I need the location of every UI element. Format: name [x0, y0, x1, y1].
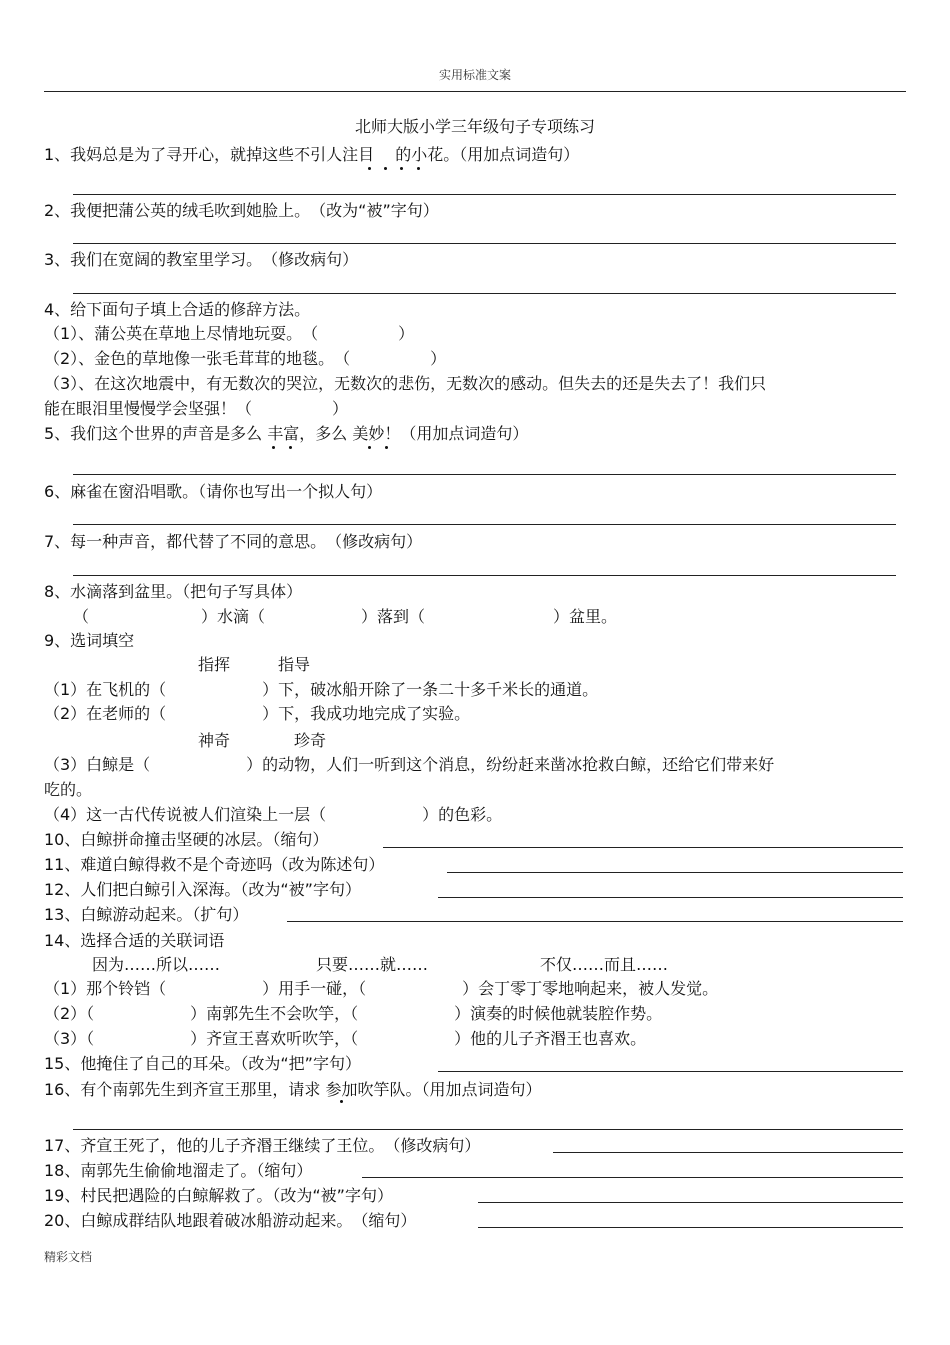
question-14-3: （3）（ ）齐宣王喜欢听吹竽，（ ）他的儿子齐湣王也喜欢。 — [44, 1029, 647, 1048]
question-9-2: （2）在老师的（ ）下，我成功地完成了实验。 — [44, 704, 471, 723]
question-9: 9、选词填空 — [44, 631, 135, 650]
question-9-1: （1）在飞机的（ ）下，破冰船开除了一条二十多千米长的通道。 — [44, 680, 599, 699]
header-rule — [44, 91, 906, 92]
question-12: 12、人们把白鲸引入深海。（改为“被”字句） — [44, 880, 361, 899]
question-1: 1、我妈总是为了寻开心，就掉这些不引人注目 的小花。（用加点词造句） — [44, 145, 580, 164]
answer-line[interactable] — [478, 1227, 903, 1228]
answer-line[interactable] — [362, 1177, 903, 1178]
question-6: 6、麻雀在窗沿唱歌。（请你也写出一个拟人句） — [44, 482, 383, 501]
answer-line[interactable] — [287, 921, 903, 922]
emphasis-dot — [340, 1100, 343, 1103]
question-9-4: （4）这一古代传说被人们渲染上一层（ ）的色彩。 — [44, 805, 503, 824]
answer-line[interactable] — [73, 524, 896, 525]
answer-line[interactable] — [73, 243, 896, 244]
question-4-1: （1）、蒲公英在草地上尽情地玩耍。 （ ） — [44, 324, 415, 343]
question-19: 19、村民把遇险的白鲸解救了。（改为“被”字句） — [44, 1186, 393, 1205]
question-17: 17、齐宣王死了，他的儿子齐湣王继续了王位。 （修改病句） — [44, 1136, 481, 1155]
page-title: 北师大版小学三年级句子专项练习 — [354, 117, 595, 136]
question-5: 5、我们这个世界的声音是多么 丰富，多么 美妙！（用加点词造句） — [44, 424, 529, 443]
question-8-fill: （ ）水滴（ ）落到（ ）盆里。 — [73, 607, 618, 626]
question-4-3: （3）、在这次地震中，有无数次的哭泣，无数次的悲伤，无数次的感动。但失去的还是失去了！我们只 — [44, 374, 767, 393]
question-7: 7、每一种声音，都代替了不同的意思。 （修改病句） — [44, 532, 423, 551]
question-20: 20、白鲸成群结队地跟着破冰船游动起来。 （缩句） — [44, 1211, 417, 1230]
answer-line[interactable] — [383, 847, 903, 848]
question-4: 4、给下面句子填上合适的修辞方法。 — [44, 300, 311, 319]
question-13: 13、白鲸游动起来。（扩句） — [44, 905, 249, 924]
question-8: 8、水滴落到盆里。（把句子写具体） — [44, 582, 303, 601]
answer-line[interactable] — [438, 897, 903, 898]
question-9-3-cont: 吃的。 — [44, 780, 93, 799]
answer-line[interactable] — [73, 293, 896, 294]
answer-line[interactable] — [73, 1129, 903, 1130]
emphasis-dot — [368, 167, 371, 170]
emphasis-dot — [400, 167, 403, 170]
question-14-2: （2）（ ）南郭先生不会吹竽，（ ）演奏的时候他就装腔作势。 — [44, 1004, 663, 1023]
question-10: 10、白鲸拼命撞击坚硬的冰层。（缩句） — [44, 830, 329, 849]
emphasis-dot — [368, 446, 371, 449]
answer-line[interactable] — [478, 1202, 903, 1203]
emphasis-dot — [289, 446, 292, 449]
answer-line[interactable] — [438, 1071, 903, 1072]
answer-line[interactable] — [73, 194, 896, 195]
question-14: 14、选择合适的关联词语 — [44, 931, 225, 950]
question-15: 15、他掩住了自己的耳朵。（改为“把”字句） — [44, 1054, 361, 1073]
question-16: 16、有个南郭先生到齐宣王那里，请求 参加吹竽队。（用加点词造句） — [44, 1080, 542, 1099]
question-11: 11、难道白鲸得救不是个奇迹吗（改为陈述句） — [44, 855, 385, 874]
word-choices-3: 因为……所以…… 只要……就…… 不仅……而且…… — [92, 955, 669, 974]
question-2: 2、我便把蒲公英的绒毛吹到她脸上。 （改为“被”字句） — [44, 201, 439, 220]
question-3: 3、我们在宽阔的教室里学习。 （修改病句） — [44, 250, 359, 269]
answer-line[interactable] — [447, 872, 903, 873]
answer-line[interactable] — [553, 1152, 903, 1153]
question-9-3: （3）白鲸是（ ）的动物，人们一听到这个消息，纷纷赶来凿冰抢救白鲸，还给它们带来好 — [44, 755, 775, 774]
page-header: 实用标准文案 — [438, 68, 511, 82]
emphasis-dot — [272, 446, 275, 449]
emphasis-dot — [385, 446, 388, 449]
word-choices-2: 神奇 珍奇 — [198, 731, 327, 750]
emphasis-dot — [417, 167, 420, 170]
page-footer: 精彩文档 — [44, 1250, 93, 1264]
question-4-3-cont: 能在眼泪里慢慢学会坚强！（ ） — [44, 399, 349, 418]
emphasis-dot — [384, 167, 387, 170]
question-18: 18、南郭先生偷偷地溜走了。（缩句） — [44, 1161, 313, 1180]
question-14-1: （1）那个铃铛（ ）用手一碰，（ ）会丁零丁零地响起来，被人发觉。 — [44, 979, 719, 998]
answer-line[interactable] — [73, 575, 896, 576]
word-choices-1: 指挥 指导 — [198, 655, 311, 674]
answer-line[interactable] — [73, 474, 896, 475]
question-4-2: （2）、金色的草地像一张毛茸茸的地毯。 （ ） — [44, 349, 447, 368]
